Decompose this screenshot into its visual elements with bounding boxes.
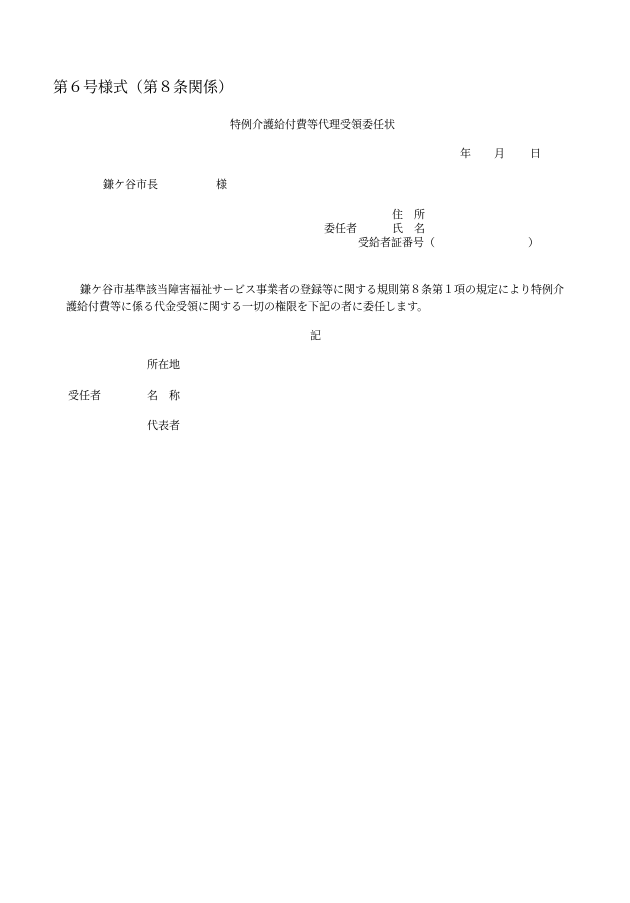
delegate-label: 受任者 — [68, 389, 101, 402]
document-title: 特例介護給付費等代理受領委任状 — [230, 118, 395, 131]
certificate-number-label: 受給者証番号（ — [358, 236, 435, 249]
date-year-label: 年 — [460, 147, 471, 160]
delegate-name-label: 名 称 — [147, 389, 180, 402]
delegator-label: 委任者 — [324, 222, 357, 235]
delegation-statement: 鎌ケ谷市基準該当障害福祉サービス事業者の登録等に関する規則第８条第１項の規定により特例介護給付費等に係る代金受領に関する一切の権限を下記の者に委任します。 — [66, 283, 564, 313]
delegate-representative-label: 代表者 — [147, 419, 180, 432]
note-heading: 記 — [310, 329, 321, 342]
certificate-number-close: ） — [528, 236, 539, 249]
addressee-name: 鎌ケ谷市長 — [103, 178, 158, 191]
form-number: 第６号様式（第８条関係） — [53, 78, 234, 96]
delegate-location-label: 所在地 — [147, 358, 180, 371]
delegator-name-label: 氏 名 — [392, 222, 425, 235]
addressee-honorific: 様 — [216, 178, 227, 191]
date-month-label: 月 — [494, 147, 505, 160]
delegator-address-label: 住 所 — [392, 208, 425, 221]
date-day-label: 日 — [530, 147, 541, 160]
